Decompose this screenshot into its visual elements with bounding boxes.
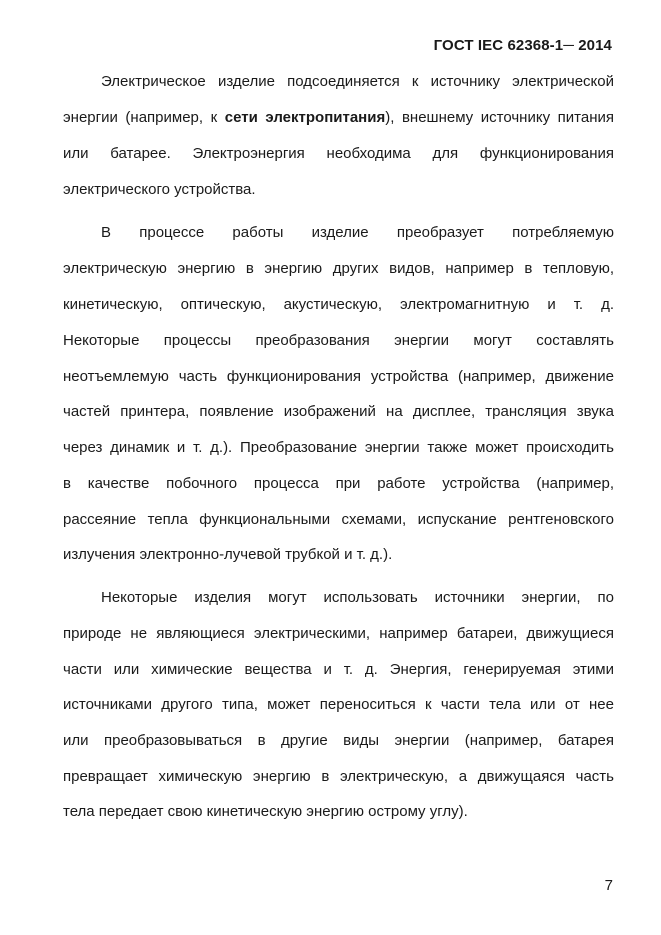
text-line: Электрическое изделие подсоединяется к источнику электрической <box>101 73 614 90</box>
text-line: тела передает свою кинетическую энергию острому углу). <box>63 803 468 820</box>
page-number: 7 <box>604 877 613 894</box>
text-line: неотъемлемую часть функционирования устройства (например, движение <box>63 368 614 385</box>
text-line: через динамик и т. д.). Преобразование энергии также может происходить <box>63 439 614 456</box>
text-line: в качестве побочного процесса при работе устройства (например, <box>63 475 614 492</box>
text-line: источниками другого типа, может переноситься к части тела или от нее <box>63 696 614 713</box>
text-line: электрическую энергию в энергию других видов, например в тепловую, <box>63 260 614 277</box>
text-line: В процессе работы изделие преобразует потребляемую <box>101 224 614 241</box>
text-line: рассеяние тепла функциональными схемами, испускание рентгеновского <box>63 511 614 528</box>
text-line: излучения электронно-лучевой трубкой и т. д.). <box>63 546 393 563</box>
text-line <box>63 108 614 128</box>
text-line: электрического устройства. <box>63 181 256 198</box>
text-line: превращает химическую энергию в электрическую, а движущаяся часть <box>63 768 614 785</box>
text-line: или преобразовываться в другие виды энергии (например, батарея <box>63 732 614 749</box>
bold-term: сети электропитания <box>224 109 386 126</box>
text-run: энергии (например, к <box>63 109 225 126</box>
text-line: или батарее. Электроэнергия необходима для функционирования <box>63 145 614 162</box>
text-run: ), внешнему источнику питания <box>385 109 614 126</box>
text-line: кинетическую, оптическую, акустическую, электромагнитную и т. д. <box>63 296 614 313</box>
text-line: части или химические вещества и т. д. Энергия, генерируемая этими <box>63 661 614 678</box>
text-line: Некоторые изделия могут использовать источники энергии, по <box>101 589 614 606</box>
text-line: Некоторые процессы преобразования энергии могут составлять <box>63 332 614 349</box>
document-header: ГОСТ IEC 62368-1─ 2014 <box>433 37 612 54</box>
text-line: природе не являющиеся электрическими, например батареи, движущиеся <box>63 625 614 642</box>
text-line: частей принтера, появление изображений на дисплее, трансляция звука <box>63 403 614 420</box>
